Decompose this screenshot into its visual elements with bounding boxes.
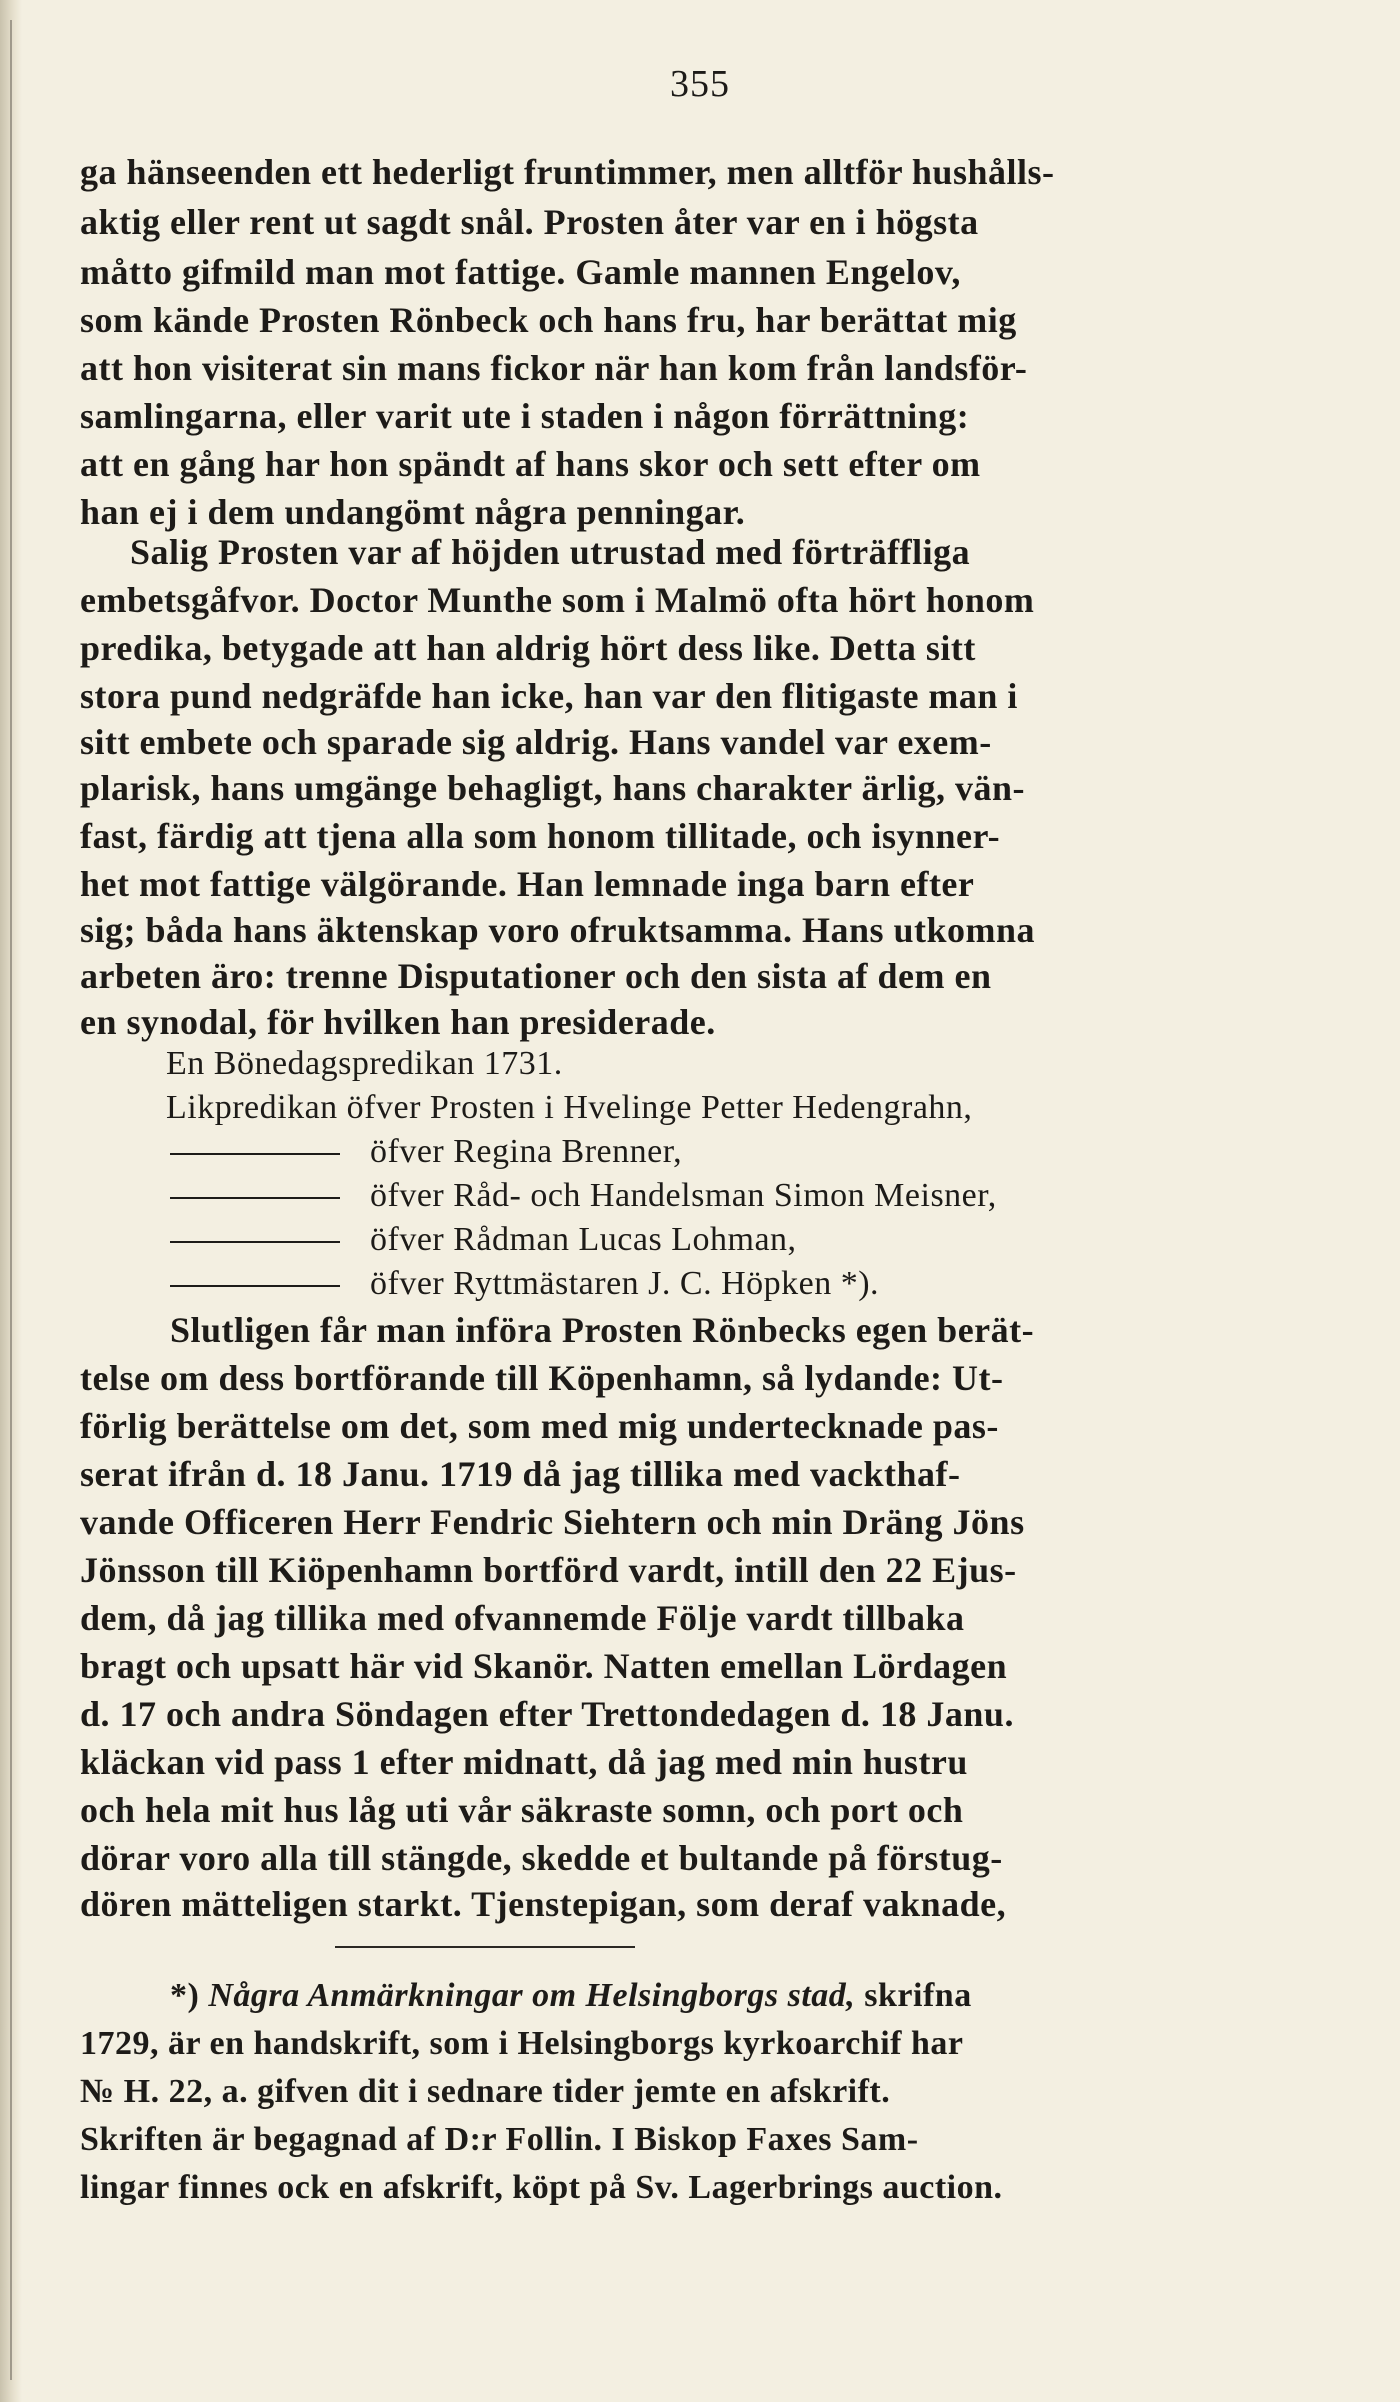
footnote-text: skrifna xyxy=(864,1977,972,2014)
ditto-dash xyxy=(170,1241,340,1243)
body-line: ga hänseenden ett hederligt fruntimmer, men alltför hushålls- xyxy=(80,152,1055,192)
body-line: Salig Prosten var af höjden utrustad med förträffliga xyxy=(130,532,971,572)
body-line: Jönsson till Kiöpenhamn bortförd vardt, intill den 22 Ejus- xyxy=(80,1550,1017,1590)
works-entry-text: öfver Råd- och Handelsman Simon Meisner, xyxy=(370,1177,997,1214)
body-line: aktig eller rent ut sagdt snål. Prosten åter var en i högsta xyxy=(80,202,979,242)
works-entry-text: öfver Regina Brenner, xyxy=(370,1133,683,1170)
body-line: han ej i dem undangömt några penningar. xyxy=(80,492,746,532)
footnote-title: Några Anmärkningar om Helsingborgs stad, xyxy=(208,1977,856,2014)
body-line: predika, betygade att han aldrig hört dess like. Detta sitt xyxy=(80,628,976,668)
footnote-line: № H. 22, a. gifven dit i sednare tider jemte en afskrift. xyxy=(80,2073,891,2110)
body-line: stora pund nedgräfde han icke, han var den flitigaste man i xyxy=(80,676,1018,716)
body-line: att hon visiterat sin mans fickor när han kom från landsför- xyxy=(80,348,1028,388)
body-line: samlingarna, eller varit ute i staden i någon förrättning: xyxy=(80,396,970,436)
body-line: sig; båda hans äktenskap voro ofruktsamma. Hans utkomna xyxy=(80,910,1036,950)
footnote-marker: *) xyxy=(170,1977,200,2014)
page-number: 355 xyxy=(670,63,730,105)
body-line: bragt och upsatt här vid Skanör. Natten emellan Lördagen xyxy=(80,1646,1008,1686)
footnote-line xyxy=(170,1972,972,2020)
ditto-dash xyxy=(170,1153,340,1155)
works-list-item xyxy=(170,1216,797,1264)
body-line: arbeten äro: trenne Disputationer och den sista af dem en xyxy=(80,956,992,996)
body-line: måtto gifmild man mot fattige. Gamle mannen Engelov, xyxy=(80,252,961,292)
ditto-dash xyxy=(170,1285,340,1287)
works-list-item xyxy=(170,1128,682,1176)
body-line: dören mätteligen starkt. Tjenstepigan, som deraf vaknade, xyxy=(80,1884,1007,1924)
works-list-item: Likpredikan öfver Prosten i Hvelinge Petter Hedengrahn, xyxy=(166,1089,973,1126)
footnote-line: Skriften är begagnad af D:r Follin. I Biskop Faxes Sam- xyxy=(80,2121,919,2158)
ditto-dash xyxy=(170,1197,340,1199)
body-line: fast, färdig att tjena alla som honom tillitade, och isynner- xyxy=(80,816,1001,856)
works-list-item xyxy=(170,1172,997,1220)
body-line: en synodal, för hvilken han presiderade. xyxy=(80,1002,716,1042)
body-line: som kände Prosten Rönbeck och hans fru, har berättat mig xyxy=(80,300,1017,340)
body-line: dörar voro alla till stängde, skedde et bultande på förstug- xyxy=(80,1838,1003,1878)
body-line: serat ifrån d. 18 Janu. 1719 då jag tillika med vackthaf- xyxy=(80,1454,961,1494)
works-entry-text: öfver Rådman Lucas Lohman, xyxy=(370,1221,797,1258)
body-line: vande Officeren Herr Fendric Siehtern och min Dräng Jöns xyxy=(80,1502,1025,1542)
body-line: sitt embete och sparade sig aldrig. Hans vandel var exem- xyxy=(80,722,992,762)
footnote-line: 1729, är en handskrift, som i Helsingborgs kyrkoarchif har xyxy=(80,2025,964,2062)
body-line: plarisk, hans umgänge behagligt, hans charakter ärlig, vän- xyxy=(80,768,1025,808)
body-line: och hela mit hus låg uti vår säkraste somn, och port och xyxy=(80,1790,964,1830)
works-list-item xyxy=(170,1260,879,1308)
body-line: förlig berättelse om det, som med mig undertecknade pas- xyxy=(80,1406,999,1446)
body-line: att en gång har hon spändt af hans skor och sett efter om xyxy=(80,444,981,484)
footnote-line: lingar finnes ock en afskrift, köpt på Sv. Lagerbrings auction. xyxy=(80,2169,1003,2206)
footnote-divider xyxy=(335,1946,635,1948)
body-line: dem, då jag tillika med ofvannemde Följe vardt tillbaka xyxy=(80,1598,965,1638)
body-line: telse om dess bortförande till Köpenhamn, så lydande: Ut- xyxy=(80,1358,1004,1398)
works-entry-text: öfver Ryttmästaren J. C. Höpken *). xyxy=(370,1265,880,1302)
body-line: kläckan vid pass 1 efter midnatt, då jag med min hustru xyxy=(80,1742,968,1782)
body-line: d. 17 och andra Söndagen efter Trettondedagen d. 18 Janu. xyxy=(80,1694,1014,1734)
body-line: Slutligen får man införa Prosten Rönbecks egen berät- xyxy=(170,1310,1035,1350)
works-list-item: En Bönedagspredikan 1731. xyxy=(166,1045,563,1082)
binding-edge-line xyxy=(10,20,12,2380)
body-line: embetsgåfvor. Doctor Munthe som i Malmö ofta hört honom xyxy=(80,580,1035,620)
body-line: het mot fattige välgörande. Han lemnade inga barn efter xyxy=(80,864,975,904)
